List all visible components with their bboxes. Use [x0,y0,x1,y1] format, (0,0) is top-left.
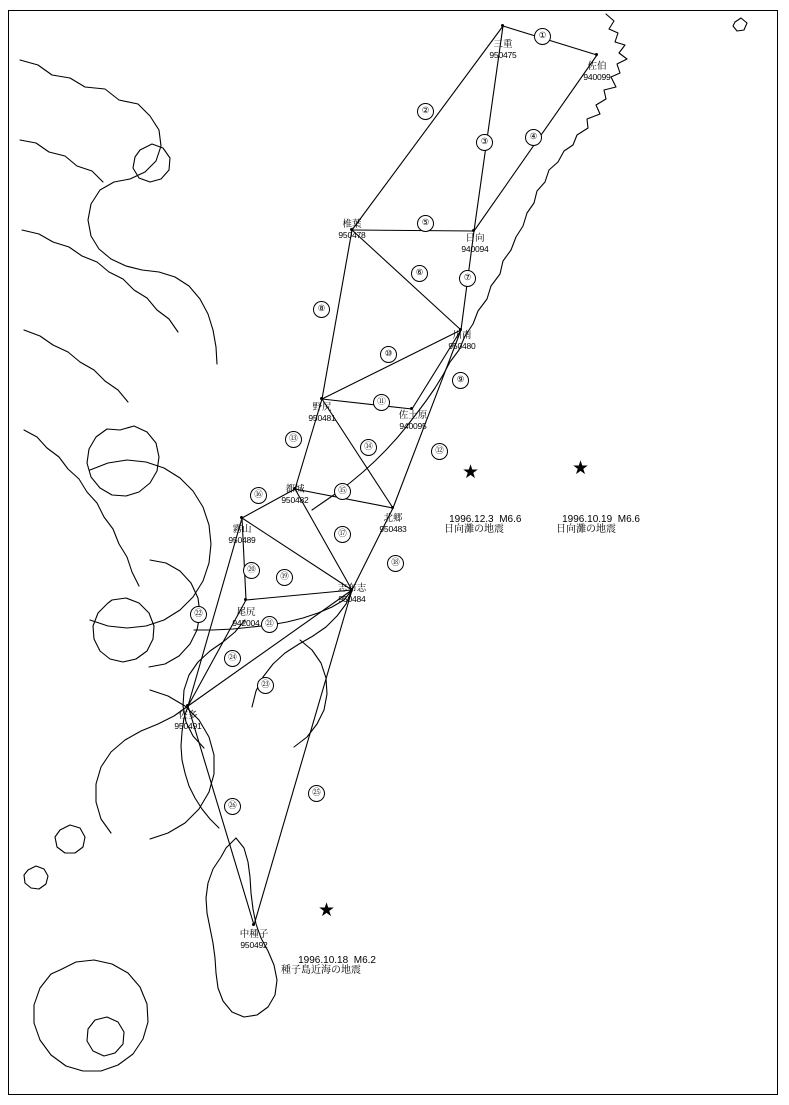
epicenter-star: ★ [318,900,336,921]
segment-number: ⑲ [276,569,293,586]
segment-number: ⑫ [431,443,448,460]
station-label-shiiba: 椎葉 950478 [338,219,366,240]
segment-number: ⑱ [387,555,404,572]
station-label-hyuga: 日向 940094 [461,233,489,254]
segment-number: ① [534,28,551,45]
station-label-mie: 三重 950475 [489,39,517,60]
earthquake-date-2: 1996.10.19 M6.6 [562,514,640,525]
segment-number: ⑥ [411,265,428,282]
segment-number: ⑰ [334,526,351,543]
segment-number: ㉓ [257,677,274,694]
segment-number: ㉒ [190,606,207,623]
epicenter-star: ★ [462,462,480,483]
segment-number: ⑩ [380,346,397,363]
station-label-sadowara: 佐土原 940095 [398,410,428,431]
earthquake-name-2: 日向灘の地震 [556,524,616,535]
segment-number: ③ [476,134,493,151]
segment-number: ⑦ [459,270,476,287]
segment-number: ⑳ [243,562,260,579]
segment-number: ⑭ [360,439,377,456]
station-label-miyakonojo: 都城 950482 [281,484,309,505]
station-label-nakatane: 中種子 950492 [239,929,269,950]
segment-number: ⑨ [452,372,469,389]
segment-number: ④ [525,129,542,146]
segment-number: ㉔ [224,650,241,667]
segment-number: ⑬ [285,431,302,448]
station-label-saiki: 佐伯 940099 [583,61,611,82]
segment-number: ㉖ [224,798,241,815]
epicenter-star: ★ [572,458,590,479]
segment-number: ⑧ [313,301,330,318]
earthquake-date-3: 1996.10.18 M6.2 [298,955,376,966]
station-label-kitago: 北郷 950483 [379,513,407,534]
earthquake-name-1: 日向灘の地震 [444,524,504,535]
station-label-shibushi: 志布志 950484 [337,583,367,604]
segment-number: ⑯ [250,487,267,504]
segment-number: ㉑ [261,616,278,633]
station-label-kiriyama: 霧山 950489 [228,524,256,545]
station-label-ojiri: 尾尻 942004 [232,607,260,628]
segment-number: ② [417,103,434,120]
segment-number: ⑪ [373,394,390,411]
station-label-kawaminami: 川南 950480 [448,330,476,351]
station-label-nojiri: 野尻 950481 [308,402,336,423]
earthquake-date-1: 1996.12.3 M6.6 [449,514,522,525]
station-label-sata: 佐多 950491 [174,710,202,731]
segment-number: ⑤ [417,215,434,232]
segment-number: ⑮ [334,483,351,500]
segment-number: ㉕ [308,785,325,802]
earthquake-name-3: 種子島近海の地震 [281,965,361,976]
